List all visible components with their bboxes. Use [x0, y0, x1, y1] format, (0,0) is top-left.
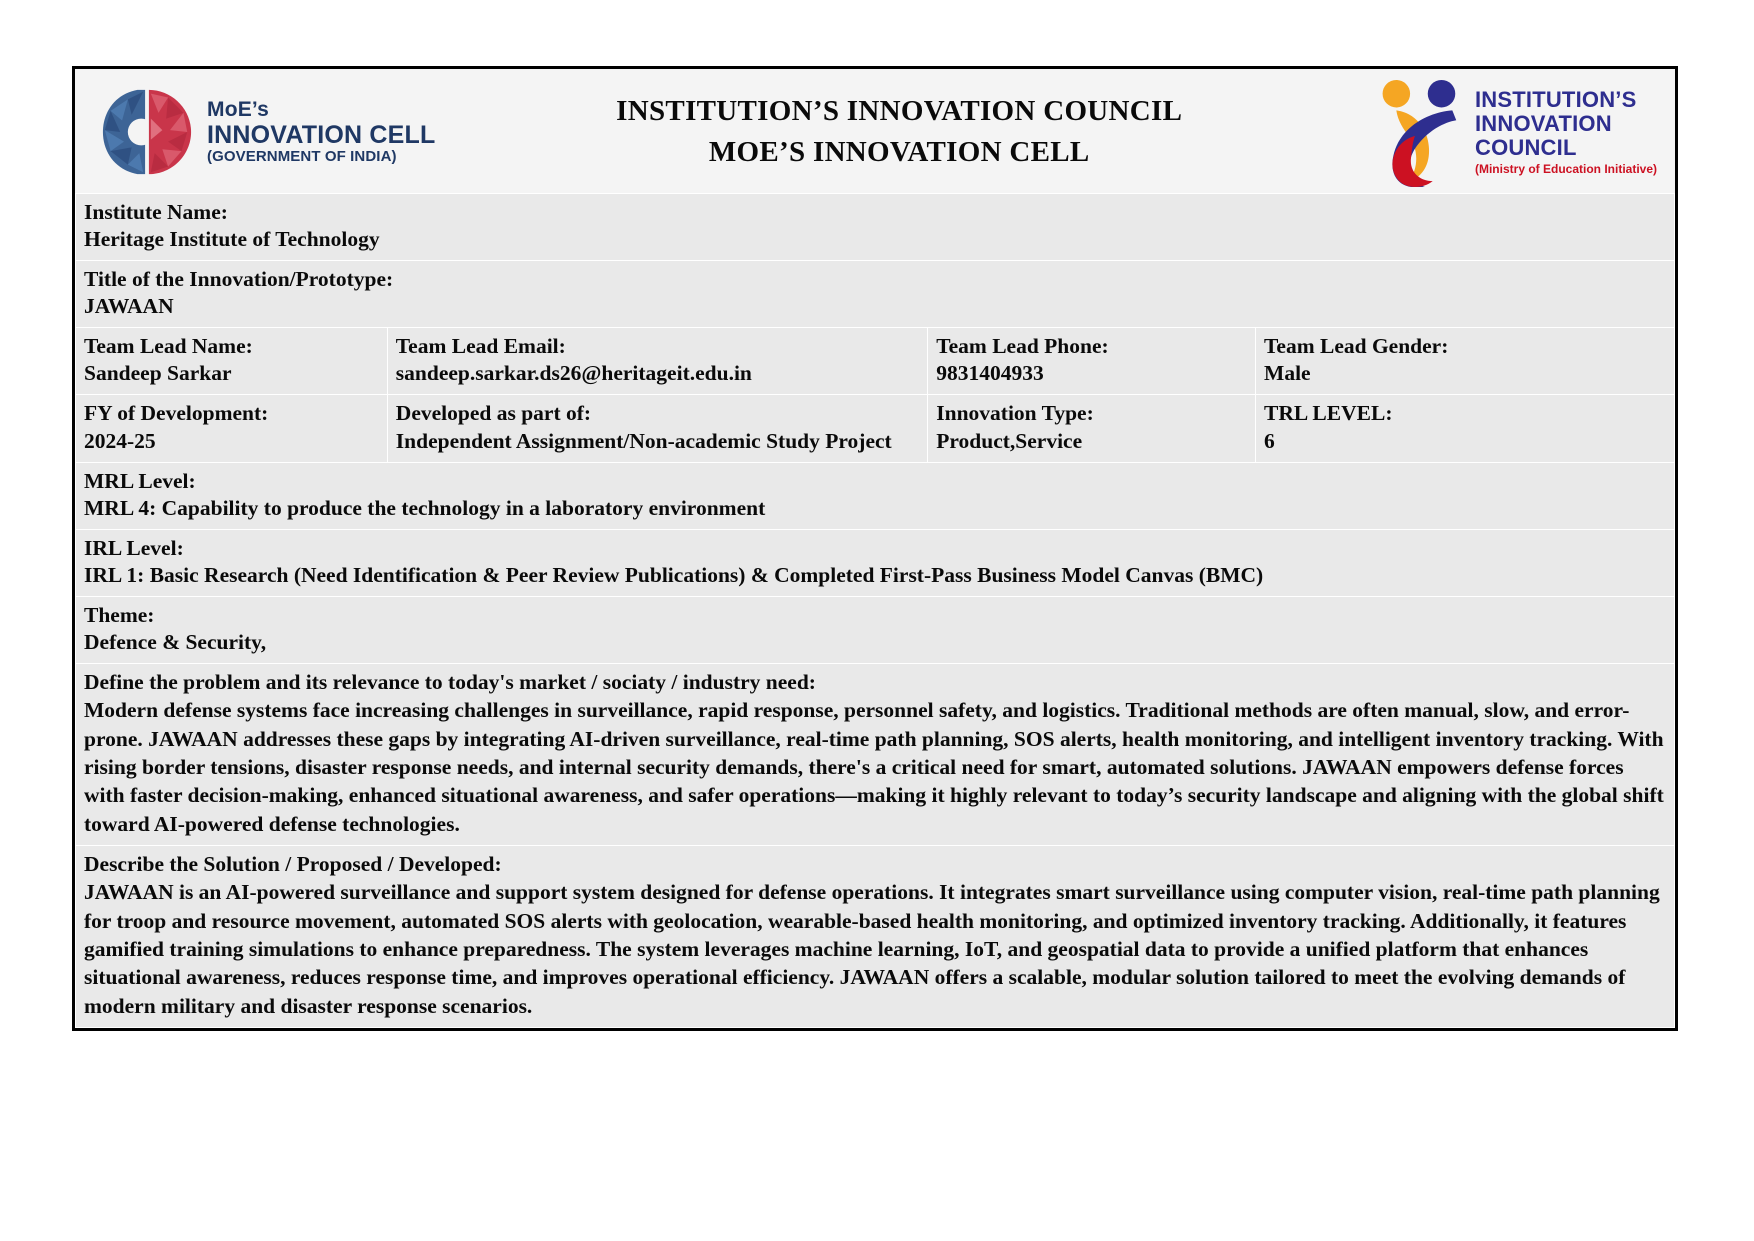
cell-institute-name [76, 194, 1675, 261]
cell-problem [76, 664, 1675, 846]
cell-team-lead-gender [1256, 328, 1675, 395]
table-row-team-lead [76, 328, 1675, 395]
iic-logo-subtitle: (Ministry of Education Initiative) [1474, 162, 1657, 177]
iic-figures-icon [1363, 77, 1467, 187]
value-institute-name: Heritage Institute of Technology [84, 227, 380, 252]
label-team-lead-phone: Team Lead Phone: [936, 334, 1109, 359]
value-problem: Modern defense systems face increasing challenges in surveillance, rapid response, personnel safety, and logistics. Traditional methods are often manual, slow, and error-prone. JAWAAN addresses these gaps by integrating AI-driven surveillance, real-time path planning, SOS alerts, health monitoring, and intelligent inventory tracking. With rising border tensions, disaster response needs, and internal security demands, there's a critical need for smart, automated solutions. JAWAAN empowers defense forces with faster decision-making, enhanced situational awareness, and safer operations—making it highly relevant to today’s security landscape and aligning with the global shift toward AI-powered defense technologies. [84, 698, 1664, 836]
cell-team-lead-email [387, 328, 927, 395]
label-trl-level: TRL LEVEL: [1264, 401, 1393, 426]
label-mrl-level: MRL Level: [84, 468, 196, 493]
iic-logo-line1: INSTITUTION’S [1474, 86, 1637, 112]
cell-team-lead-name [76, 328, 388, 395]
table-row-problem [76, 664, 1675, 846]
label-team-lead-name: Team Lead Name: [84, 334, 253, 359]
innovation-details-table [75, 193, 1675, 1028]
value-team-lead-name: Sandeep Sarkar [84, 361, 232, 386]
label-solution: Describe the Solution / Proposed / Developed: [84, 852, 502, 877]
cell-developed-as-part-of [387, 395, 927, 462]
table-row-solution [76, 846, 1675, 1028]
cell-title-of-innovation [76, 261, 1675, 328]
cell-irl-level [76, 529, 1675, 596]
iic-logo-line3: COUNCIL [1474, 135, 1577, 160]
moe-innovation-cell-logo [89, 86, 435, 178]
moe-logo-line1: MoE’s [207, 98, 270, 122]
value-developed-as-part-of: Independent Assignment/Non-academic Study Project [395, 428, 892, 453]
moe-logo-line3: (GOVERNMENT OF INDIA) [207, 147, 397, 165]
cell-trl-level [1256, 395, 1675, 462]
table-row-theme [76, 596, 1675, 663]
cell-innovation-type [928, 395, 1256, 462]
label-team-lead-gender: Team Lead Gender: [1264, 334, 1449, 359]
cell-team-lead-phone [928, 328, 1256, 395]
cell-solution [76, 846, 1675, 1028]
table-row-institute-name [76, 194, 1675, 261]
moe-gear-brain-icon [99, 86, 195, 178]
value-team-lead-email: sandeep.sarkar.ds26@heritageit.edu.in [395, 361, 752, 386]
label-problem: Define the problem and its relevance to today's market / sociaty / industry need: [84, 670, 816, 695]
cell-theme [76, 596, 1675, 663]
value-irl-level: IRL 1: Basic Research (Need Identification & Peer Review Publications) & Completed First-Pass Business Model Canvas (BMC) [84, 562, 1264, 587]
value-solution: JAWAAN is an AI-powered surveillance and support system designed for defense operations. It integrates smart surveillance using computer vision, real-time path planning for troop and resource movement, automated SOS alerts with geolocation, wearable-based health monitoring, and optimized inventory tracking. Additionally, it features gamified training simulations to enhance preparedness. The system leverages machine learning, IoT, and geospatial data to provide a unified platform that enhances situational awareness, reduces response time, and improves operational efficiency. JAWAAN offers a scalable, modular solution tailored to meet the evolving demands of modern military and disaster response scenarios. [84, 880, 1660, 1018]
innovation-submission-document [72, 66, 1678, 1031]
value-trl-level: 6 [1264, 428, 1275, 453]
moe-logo-text [207, 99, 435, 165]
label-team-lead-email: Team Lead Email: [395, 334, 566, 359]
value-fy-of-development: 2024-25 [84, 428, 156, 453]
document-header [75, 69, 1675, 193]
value-mrl-level: MRL 4: Capability to produce the technology in a laboratory environment [84, 495, 766, 520]
iic-logo-line2: INNOVATION [1474, 110, 1612, 136]
moe-logo-line2: INNOVATION CELL [207, 120, 436, 149]
page-title [435, 91, 1363, 173]
label-theme: Theme: [84, 602, 155, 627]
table-row-irl-level [76, 529, 1675, 596]
value-title-of-innovation: JAWAAN [84, 294, 174, 319]
value-theme: Defence & Security, [84, 630, 267, 655]
label-fy-of-development: FY of Development: [84, 401, 269, 426]
label-innovation-type: Innovation Type: [936, 401, 1094, 426]
cell-mrl-level [76, 462, 1675, 529]
institutions-innovation-council-logo [1363, 77, 1661, 187]
cell-fy-of-development [76, 395, 388, 462]
page-title-line2: MOE’S INNOVATION CELL [708, 136, 1090, 168]
value-team-lead-phone: 9831404933 [936, 361, 1044, 386]
iic-logo-text [1475, 88, 1657, 177]
value-team-lead-gender: Male [1264, 361, 1311, 386]
table-row-title-of-innovation [76, 261, 1675, 328]
label-institute-name: Institute Name: [84, 200, 228, 224]
label-title-of-innovation: Title of the Innovation/Prototype: [84, 267, 394, 292]
label-irl-level: IRL Level: [84, 535, 184, 560]
label-developed-as-part-of: Developed as part of: [395, 401, 592, 426]
page-title-line1: INSTITUTION’S INNOVATION COUNCIL [616, 94, 1183, 127]
table-row-mrl-level [76, 462, 1675, 529]
value-innovation-type: Product,Service [936, 428, 1083, 453]
table-row-development [76, 395, 1675, 462]
